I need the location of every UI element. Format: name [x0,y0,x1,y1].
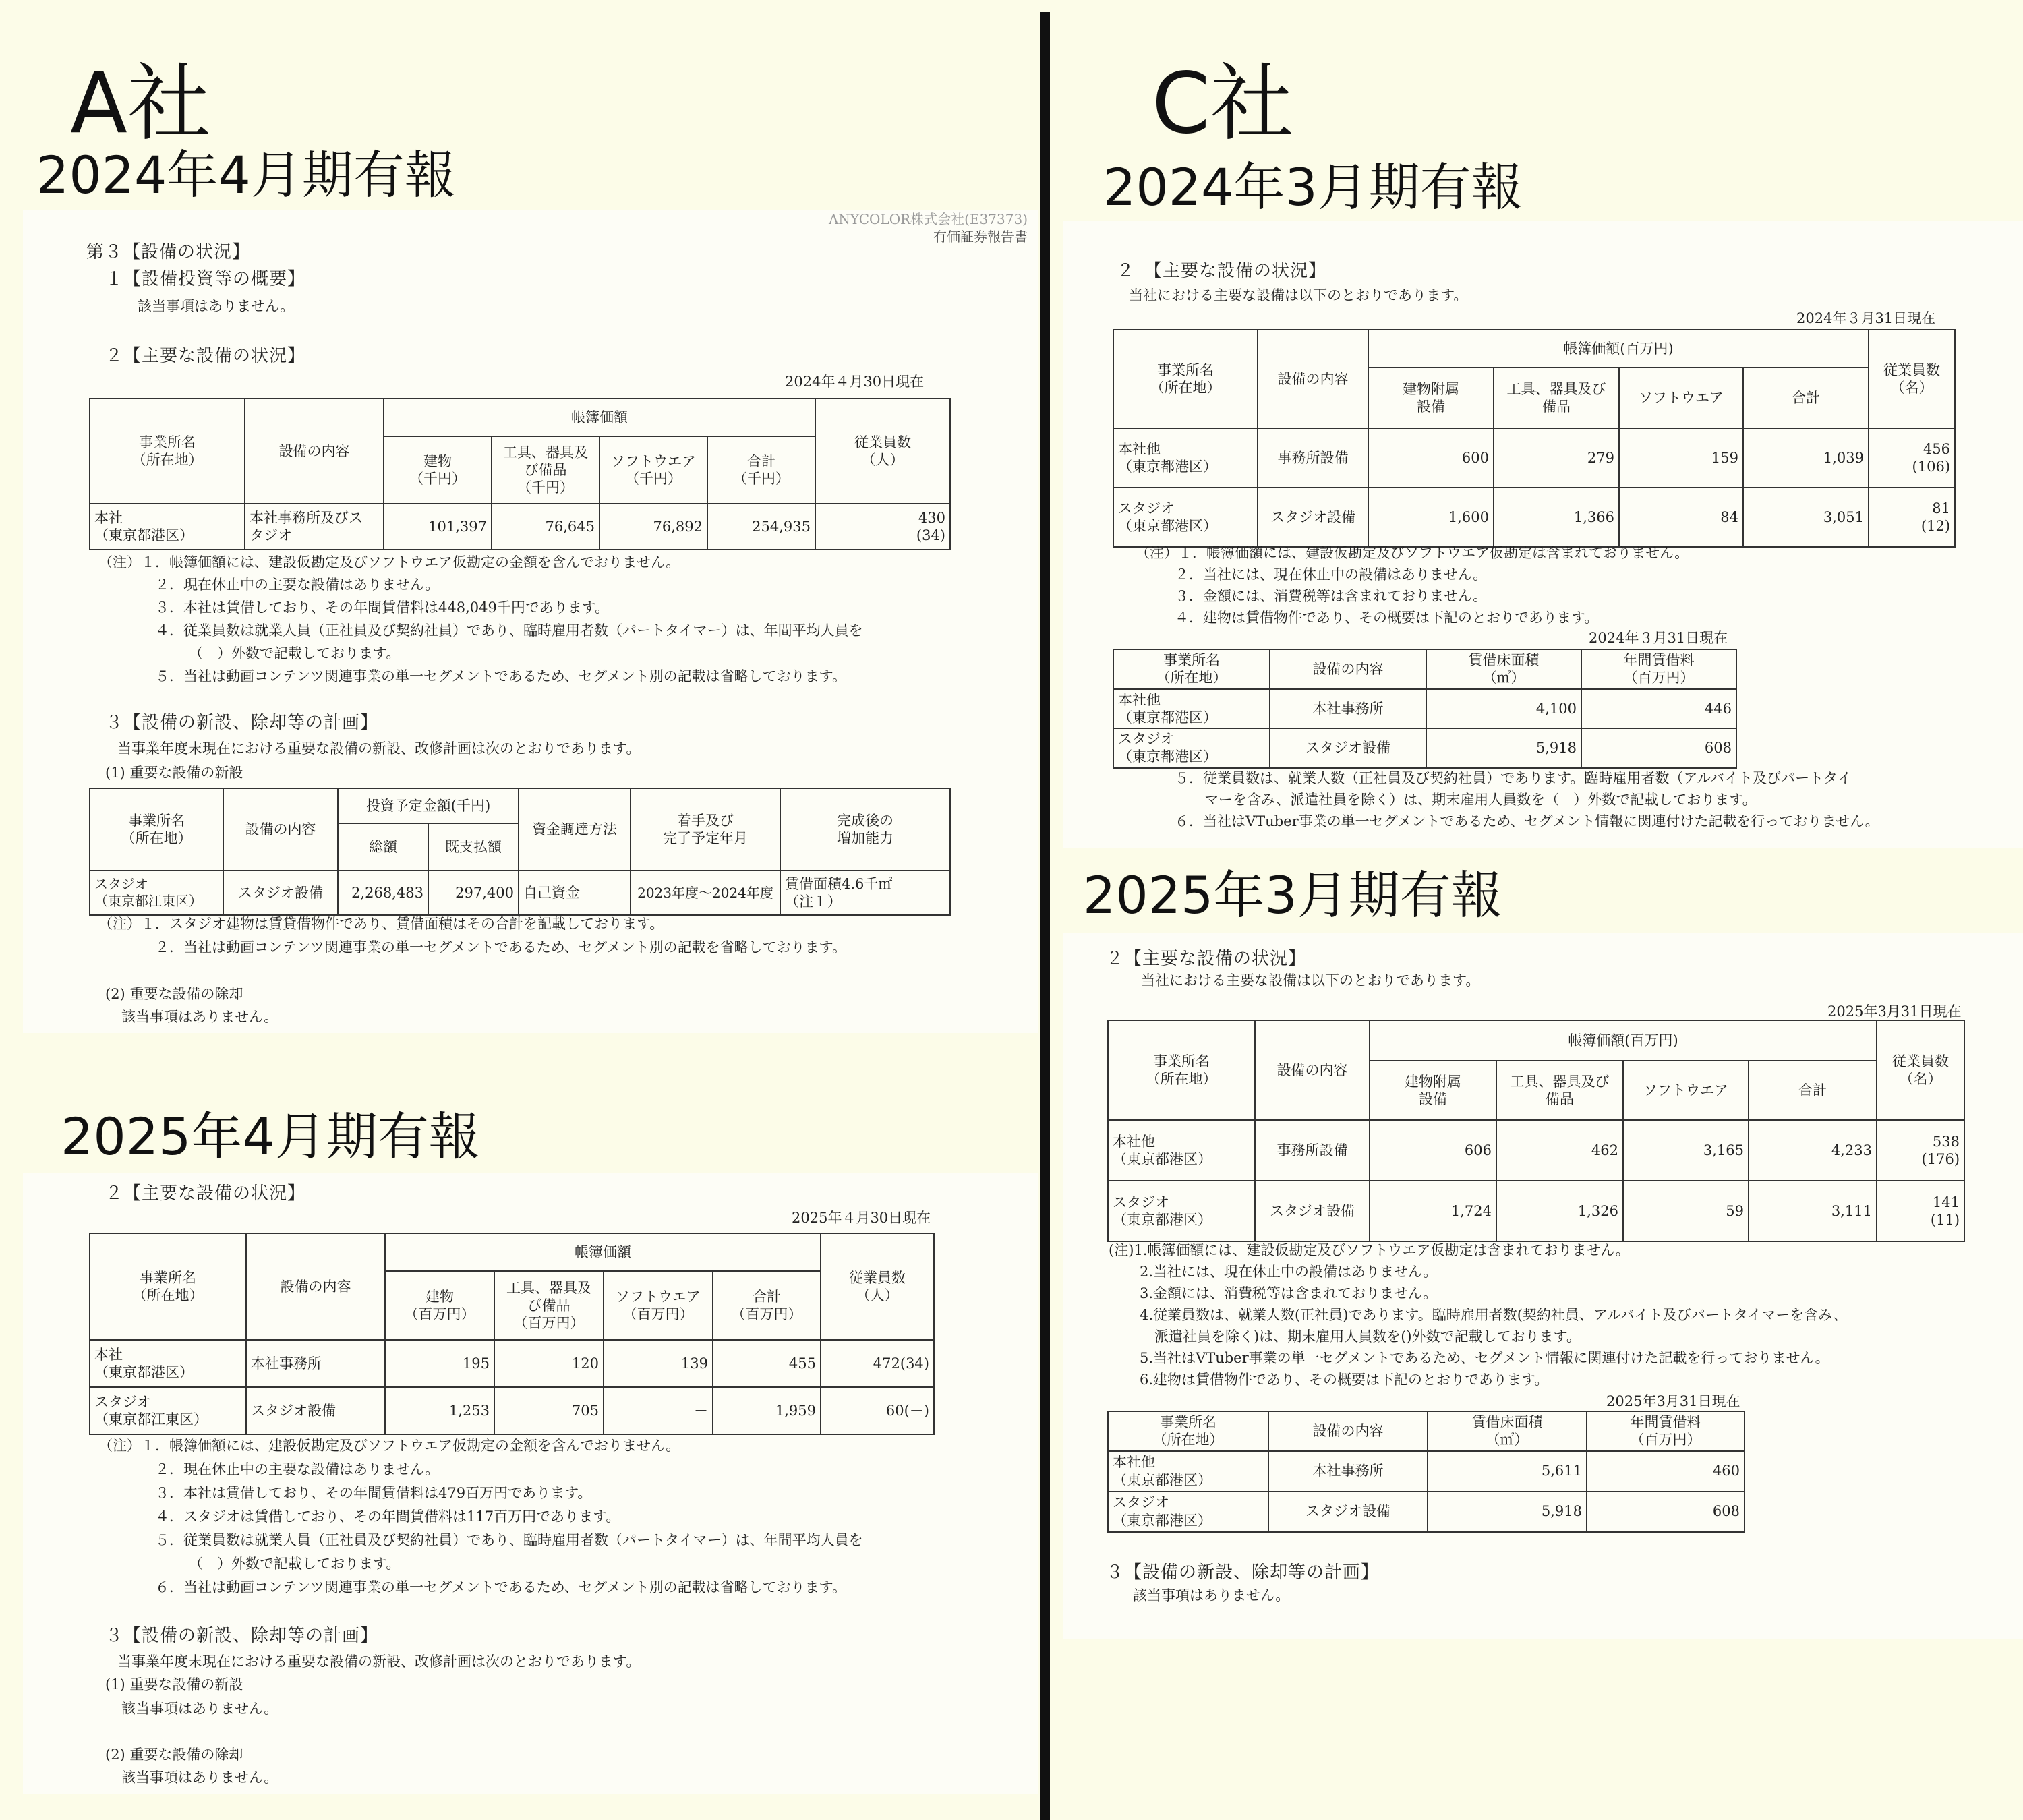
th-bld: 建物附属 設備 [1368,368,1494,428]
a2024-note-3: ４．従業員数は就業人員（正社員及び契約社員）であり、臨時雇用者数（パートタイマー）は、年間平均人員を [155,622,863,639]
th-tools: 工具、器具及び 備品 [1494,368,1619,428]
a2025-note-4: ５．従業員数は就業人員（正社員及び契約社員）であり、臨時雇用者数（パートタイマー）は、年間平均人員を [155,1532,863,1548]
cell-period: 2023年度～2024年度 [631,871,780,915]
a2025-h2: ２【主要な設備の状況】 [105,1183,306,1204]
cell-tools: 120 [494,1340,604,1387]
c2024-lease-table [1113,649,1737,769]
th-office: 事業所名 （所在地） [1108,1020,1255,1120]
table-row [90,504,950,550]
cell-office: スタジオ （東京都港区） [1113,728,1270,768]
th2-content: 設備の内容 [1270,649,1426,689]
c2024-note2-1: マーを含み、派遣社員を除く）は、期末雇用人員数を（ ）外数で記載しております。 [1204,792,1757,808]
a2024-plan-table [89,788,951,916]
cell-office: 本社他 （東京都港区） [1113,689,1270,729]
th-content: 設備の内容 [245,399,384,504]
a2025-facility-table [89,1233,935,1435]
cell-office: スタジオ （東京都港区） [1108,1492,1268,1532]
cell-content: スタジオ設備 [1255,1181,1370,1241]
a2024-title: 2024年4月期有報 [36,145,456,205]
a2024-h3-2-text: 該当事項はありません。 [121,1009,278,1025]
cell-total: 4,233 [1749,1120,1877,1181]
th-office: 事業所名 （所在地） [90,399,245,504]
th-total: 合計 （百万円） [713,1271,821,1340]
th2-rent: 年間賃借料 （百万円） [1587,1411,1745,1451]
table-row [90,1340,934,1387]
th2-cap: 完成後の 増加能力 [780,788,950,871]
a2025-note-0: （注）１．帳簿価額には、建設仮勘定及びソフトウエア仮勘定の金額を含んでおりません。 [98,1438,680,1454]
th-sw: ソフトウエア （千円） [599,436,707,504]
th-content: 設備の内容 [246,1233,385,1340]
a2024-asof: 2024年４月30日現在 [785,374,925,390]
c2025-note-0: (注)1.帳簿価額には、建設仮勘定及びソフトウエア仮勘定は含まれておりません。 [1109,1242,1630,1258]
th-bld: 建物附属 設備 [1370,1061,1496,1120]
th-sw: ソフトウエア （百万円） [604,1271,713,1340]
cell-sw: 84 [1619,488,1743,547]
cell-bld: 101,397 [384,504,492,550]
th2-area: 賃借床面積 （㎡） [1426,649,1581,689]
cell-area: 5,611 [1428,1451,1587,1492]
cell-emp: 456 (106) [1869,428,1955,488]
th2-paid: 既支払額 [428,823,519,871]
a2025-h3-1-text: 該当事項はありません。 [121,1701,278,1717]
c2025-note-1: 2.当社には、現在休止中の設備はありません。 [1140,1264,1438,1280]
table-row [1113,428,1955,488]
cell-sw: － [604,1387,713,1434]
table-row [1113,728,1736,768]
cell-content: 事務所設備 [1255,1120,1370,1181]
a2024-stamp [623,210,1028,245]
th2-total: 総額 [338,823,428,871]
cell-content: スタジオ設備 [1270,728,1426,768]
cell-total: 455 [713,1340,821,1387]
cell-emp: 60(－) [821,1387,934,1434]
cell-office: スタジオ （東京都港区） [1113,488,1258,547]
c2025-facility-table [1107,1020,1965,1242]
a2025-h3-2: (2) 重要な設備の除却 [105,1746,243,1763]
c2025-h2: ２【主要な設備の状況】 [1106,949,1307,969]
c2025-lease-table [1107,1411,1745,1533]
table-row [1113,689,1736,729]
th-total: 合計 [1749,1061,1877,1120]
cell-sw: 59 [1623,1181,1749,1241]
th-content: 設備の内容 [1255,1020,1370,1120]
th-book: 帳簿価額 [384,399,815,436]
cell-rent: 608 [1581,728,1736,768]
cell-tools: 462 [1496,1120,1623,1181]
th2-plan: 投資予定金額(千円) [338,788,519,823]
cell-sw: 76,892 [599,504,707,550]
table-row [1108,1451,1745,1492]
c2024-note2-2: ６．当社はVTuber事業の単一セグメントであるため、セグメント情報に関連付けた記載を行っておりません。 [1175,813,1879,829]
cell-paid: 297,400 [428,871,519,915]
c2025-note-2: 3.金額には、消費税等は含まれておりません。 [1140,1285,1438,1301]
c2025-note-6: 6.建物は賃借物件であり、その概要は下記のとおりであります。 [1140,1372,1549,1388]
cell-rent: 446 [1581,689,1736,729]
cell-tools: 705 [494,1387,604,1434]
th-content: 設備の内容 [1258,330,1368,428]
c2025-title: 2025年3月期有報 [1083,865,1502,925]
column-divider [1040,12,1050,1820]
c2025-note-5: 5.当社はVTuber事業の単一セグメントであるため、セグメント情報に関連付けた記載を行っておりません。 [1140,1350,1829,1366]
cell-emp: 472(34) [821,1340,934,1387]
th-book: 帳簿価額(百万円) [1368,330,1869,368]
a2024-note-4: （ ）外数で記載しております。 [189,645,401,662]
table-row [1108,1181,1964,1241]
th-bld: 建物 （千円） [384,436,492,504]
cell-rent: 460 [1587,1451,1745,1492]
th-bld: 建物 （百万円） [385,1271,494,1340]
cell-total: 1,959 [713,1387,821,1434]
cell-cap: 賃借面積4.6千㎡ （注１） [780,871,950,915]
cell-bld: 600 [1368,428,1494,488]
cell-office: 本社他 （東京都港区） [1113,428,1258,488]
cell-tools: 76,645 [492,504,599,550]
table-row [1108,1492,1745,1532]
a2024-h2: ２【主要な設備の状況】 [105,346,306,366]
th-tools: 工具、器具及 び備品 （千円） [492,436,599,504]
a2024-note-1: ２．現在休止中の主要な設備はありません。 [155,577,440,593]
c2024-note-3: ４．建物は賃借物件であり、その概要は下記のとおりであります。 [1175,610,1599,626]
th2-office: 事業所名 （所在地） [1113,649,1270,689]
a2024-note2-1: ２．当社は動画コンテンツ関連事業の単一セグメントであるため、セグメント別の記載を省略しております。 [155,939,847,956]
a2025-panel [23,1173,1038,1794]
stamp-company: ANYCOLOR株式会社(E37373) [828,211,1028,227]
th2-content: 設備の内容 [223,788,338,871]
th-tools: 工具、器具及び 備品 [1496,1061,1623,1120]
th2-content: 設備の内容 [1268,1411,1428,1451]
c2024-note-0: （注）１．帳簿価額には、建設仮勘定及びソフトウエア仮勘定は含まれておりません。 [1136,545,1689,561]
cell-total: 3,111 [1749,1181,1877,1241]
a2025-h3-text: 当事業年度末現在における重要な設備の新設、改修計画は次のとおりであります。 [117,1653,641,1670]
c2025-note-4: 派遣社員を除く)は、期末雇用人員数を()外数で記載しております。 [1154,1328,1581,1345]
c2024-note2-0: ５．従業員数は、就業人数（正社員及び契約社員）であります。臨時雇用者数（アルバイト及びパートタイ [1175,770,1852,786]
cell-total: 2,268,483 [338,871,428,915]
cell-fund: 自己資金 [519,871,631,915]
cell-bld: 1,253 [385,1387,494,1434]
a2025-note-2: ３．本社は賃借しており、その年間賃借料は479百万円であります。 [155,1485,592,1501]
cell-content: スタジオ設備 [1258,488,1368,547]
cell-bld: 1,600 [1368,488,1494,547]
cell-area: 5,918 [1428,1492,1587,1532]
cell-office: スタジオ （東京都江東区） [90,1387,246,1434]
th2-fund: 資金調達方法 [519,788,631,871]
cell-content: スタジオ設備 [1268,1492,1428,1532]
cell-total: 3,051 [1743,488,1869,547]
a2024-note2-0: （注）１．スタジオ建物は賃貸借物件であり、賃借面積はその合計を記載しております。 [98,916,664,932]
th-book: 帳簿価額 [385,1233,821,1271]
cell-sw: 139 [604,1340,713,1387]
a2025-note-6: ６．当社は動画コンテンツ関連事業の単一セグメントであるため、セグメント別の記載は省略しております。 [155,1579,847,1595]
th-emp: 従業員数 （人） [815,399,950,504]
a2024-h3-2: (2) 重要な設備の除却 [105,986,243,1002]
th2-office: 事業所名 （所在地） [90,788,223,871]
th-office: 事業所名 （所在地） [1113,330,1258,428]
a2025-h3-1: (1) 重要な設備の新設 [105,1676,243,1693]
c2025-h3: ３【設備の新設、除却等の計画】 [1106,1562,1380,1583]
th-sw: ソフトウエア [1623,1061,1749,1120]
cell-content: スタジオ設備 [223,871,338,915]
cell-emp: 81 (12) [1869,488,1955,547]
cell-content: 本社事務所及びス タジオ [245,504,384,550]
a2025-title: 2025年4月期有報 [61,1107,480,1167]
c2025-asof2: 2025年3月31日現在 [1606,1393,1740,1409]
c2024-asof: 2024年３月31日現在 [1796,310,1936,326]
a2024-panel [23,210,1038,1033]
table-row [1113,488,1955,547]
table-row [90,871,950,915]
c2025-h3-text: 該当事項はありません。 [1133,1587,1290,1604]
cell-bld: 195 [385,1340,494,1387]
c2024-note-2: ３．金額には、消費税等は含まれておりません。 [1175,588,1488,604]
a2024-facility-table [89,398,951,550]
th-emp: 従業員数 （名） [1877,1020,1964,1120]
th2-area: 賃借床面積 （㎡） [1428,1411,1587,1451]
a2024-note-2: ３．本社は賃借しており、その年間賃借料は448,049千円であります。 [155,599,610,616]
a2025-asof: 2025年４月30日現在 [792,1210,931,1226]
a2024-note-0: （注）１．帳簿価額には、建設仮勘定及びソフトウエア仮勘定の金額を含んでおりません。 [98,554,680,570]
table-row [1108,1120,1964,1181]
cell-content: 本社事務所 [246,1340,385,1387]
stamp-report: 有価証券報告書 [933,229,1028,245]
th2-office: 事業所名 （所在地） [1108,1411,1268,1451]
c2025-note-3: 4.従業員数は、就業人数(正社員)であります。臨時雇用者数(契約社員、アルバイト及びパートタイマーを含み、 [1140,1307,1848,1323]
cell-bld: 1,724 [1370,1181,1496,1241]
cell-content: スタジオ設備 [246,1387,385,1434]
a2024-h1a-text: 該当事項はありません。 [138,298,295,314]
th-total: 合計 [1743,368,1869,428]
cell-rent: 608 [1587,1492,1745,1532]
a2024-h1a: １【設備投資等の概要】 [105,269,306,289]
c2024-facility-table [1113,329,1956,548]
a2025-note-3: ４．スタジオは賃借しており、その年間賃借料は117百万円であります。 [155,1508,620,1525]
cell-tools: 1,326 [1496,1181,1623,1241]
c2024-panel [1063,221,2023,848]
th-total: 合計 （千円） [707,436,815,504]
cell-content: 本社事務所 [1270,689,1426,729]
a2025-h3-2-text: 該当事項はありません。 [121,1769,278,1786]
a2024-h1: 第３【設備の状況】 [86,242,251,262]
a2025-note-5: （ ）外数で記載しております。 [189,1556,401,1572]
cell-tools: 279 [1494,428,1619,488]
a2024-h3-text: 当事業年度末現在における重要な設備の新設、改修計画は次のとおりであります。 [117,740,641,757]
cell-bld: 606 [1370,1120,1496,1181]
th-emp: 従業員数 （人） [821,1233,934,1340]
cell-emp: 430 (34) [815,504,950,550]
cell-office: 本社 （東京都港区） [90,1340,246,1387]
a2024-h3-1: (1) 重要な設備の新設 [105,765,243,781]
a2024-h3: ３【設備の新設、除却等の計画】 [105,713,379,733]
c2025-panel [1063,933,2023,1639]
a2024-note-5: ５．当社は動画コンテンツ関連事業の単一セグメントであるため、セグメント別の記載は省略しております。 [155,668,847,684]
cell-content: 本社事務所 [1268,1451,1428,1492]
th2-period: 着手及び 完了予定年月 [631,788,780,871]
c2025-asof: 2025年3月31日現在 [1827,1003,1962,1020]
cell-office: スタジオ （東京都江東区） [90,871,223,915]
cell-emp: 538 (176) [1877,1120,1964,1181]
company-c-label: C社 [1152,55,1294,152]
c2024-asof2: 2024年３月31日現在 [1589,630,1728,646]
cell-area: 5,918 [1426,728,1581,768]
a2025-note-1: ２．現在休止中の主要な設備はありません。 [155,1461,440,1477]
cell-office: 本社他 （東京都港区） [1108,1120,1255,1181]
cell-office: 本社 （東京都港区） [90,504,245,550]
th-office: 事業所名 （所在地） [90,1233,246,1340]
cell-content: 事務所設備 [1258,428,1368,488]
cell-area: 4,100 [1426,689,1581,729]
c2024-title: 2024年3月期有報 [1103,157,1523,217]
company-a-label: A社 [70,55,211,152]
c2025-intro: 当社における主要な設備は以下のとおりであります。 [1141,972,1480,989]
cell-tools: 1,366 [1494,488,1619,547]
cell-emp: 141 (11) [1877,1181,1964,1241]
c2024-intro: 当社における主要な設備は以下のとおりであります。 [1129,287,1468,303]
cell-total: 1,039 [1743,428,1869,488]
cell-total: 254,935 [707,504,815,550]
th-tools: 工具、器具及 び備品 （百万円） [494,1271,604,1340]
th-sw: ソフトウエア [1619,368,1743,428]
a2025-h3: ３【設備の新設、除却等の計画】 [105,1626,379,1646]
cell-office: 本社他 （東京都港区） [1108,1451,1268,1492]
cell-office: スタジオ （東京都港区） [1108,1181,1255,1241]
cell-sw: 3,165 [1623,1120,1749,1181]
table-row [90,1387,934,1434]
cell-sw: 159 [1619,428,1743,488]
th2-rent: 年間賃借料 （百万円） [1581,649,1736,689]
c2024-h2: ２ 【主要な設備の状況】 [1117,261,1327,281]
c2024-note-1: ２．当社には、現在休止中の設備はありません。 [1175,566,1488,583]
th-emp: 従業員数 （名） [1869,330,1955,428]
th-book: 帳簿価額(百万円) [1370,1020,1877,1061]
